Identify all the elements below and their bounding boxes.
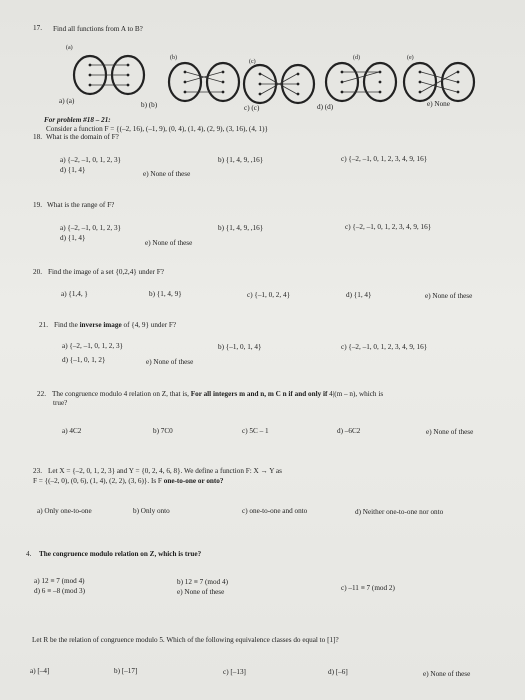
q18-option-d: d) {1, 4} [60, 166, 86, 174]
q23-option-b: b) Only onto [133, 507, 170, 515]
q20-option-c: c) {–1, 0, 2, 4} [247, 291, 291, 299]
diagram-label-d: (d) [353, 55, 360, 61]
diagram-label-c: (c) [249, 59, 256, 65]
q25-option-d: d) [–6] [328, 668, 348, 676]
q19-option-e: e) None of these [145, 239, 193, 247]
q24-option-b: b) 12 ≡ 7 (mod 4) [177, 578, 228, 586]
q21-option-a: a) {–2, –1, 0, 1, 2, 3} [62, 342, 123, 350]
q23-option-a: a) Only one-to-one [37, 507, 92, 515]
q17-option-e: e) None [427, 100, 450, 108]
q17-option-a: a) (a) [59, 97, 75, 105]
q21-option-d: d) {–1, 0, 1, 2} [62, 356, 106, 364]
q22-option-d: d) –6C2 [337, 427, 361, 435]
q23-question-line1: Let X = {–2, 0, 1, 2, 3} and Y = {0, 2, 4, 6, 8}. We define a function F: X → Y as [48, 467, 282, 475]
q18-number: 18. [33, 133, 42, 141]
q20-option-a: a) {1,4, } [61, 290, 88, 298]
q24-option-d: d) 6 ≡ –8 (mod 3) [34, 587, 85, 595]
q19-option-d: d) {1, 4} [60, 234, 86, 242]
q23-option-d: d) Neither one-to-one nor onto [355, 508, 444, 516]
q22-question-line2: true? [53, 399, 68, 407]
q24-question: The congruence modulo relation on Z, which is true? [39, 550, 202, 558]
q22-option-e: e) None of these [426, 428, 474, 436]
q21-question [54, 321, 176, 330]
q17-option-d: d) (d) [317, 103, 334, 111]
q25-option-b: b) [–17] [114, 667, 138, 675]
q20-option-e: e) None of these [425, 292, 473, 300]
mapping-diagram-b [165, 60, 245, 104]
q22-line1-prefix: The congruence modulo 4 relation on Z, that is, [52, 390, 191, 398]
q20-option-d: d) {1, 4} [346, 291, 372, 299]
q17-option-c: c) (c) [244, 104, 260, 112]
q22-option-a: a) 4C2 [62, 427, 82, 435]
q20-question: Find the image of a set {0,2,4} under F? [48, 268, 164, 276]
q22-question-line1 [52, 390, 383, 399]
q19-option-b: b) {1, 4, 9, ,16} [218, 224, 264, 232]
q21-option-c: c) {–2, –1, 0, 1, 2, 3, 4, 9, 16} [341, 343, 428, 351]
q23-question-line2 [33, 477, 224, 486]
q23-number: 23. [33, 467, 42, 475]
q24-number: 4. [26, 550, 32, 558]
diagram-label-b: (b) [170, 55, 177, 61]
q17-option-b: b) (b) [141, 101, 158, 109]
diagram-label-a: (a) [66, 45, 73, 51]
q24-option-c: c) –11 ≡ 7 (mod 2) [341, 584, 395, 592]
q18-option-c: c) {–2, –1, 0, 1, 2, 3, 4, 9, 16} [341, 155, 428, 163]
q22-number: 22. [37, 390, 46, 398]
q23-option-c: c) one-to-one and onto [242, 507, 308, 515]
q19-question: What is the range of F? [47, 201, 115, 209]
q17-question: Find all functions from A to B? [53, 25, 143, 33]
q18-option-e: e) None of these [143, 170, 191, 178]
q21-number: 21. [39, 321, 48, 329]
q17-number: 17. [33, 24, 42, 32]
q22-option-c: c) 5C – 1 [242, 427, 269, 435]
q21-option-e: e) None of these [146, 358, 194, 366]
q20-number: 20. [33, 268, 42, 276]
q22-line1-suffix: 4|(m – n), which is [327, 390, 384, 398]
q22-line1-bold: For all integers m and n, m C n if and only if [190, 390, 328, 398]
q20-option-b: b) {1, 4, 9} [149, 290, 182, 298]
q18-option-a: a) {–2, –1, 0, 1, 2, 3} [60, 156, 121, 164]
q23-line2-bold: one-to-one or onto? [163, 477, 224, 485]
q24-option-e: e) None of these [177, 588, 225, 596]
q21-question-suffix: of {4, 9} under F? [121, 321, 177, 329]
q21-question-bold: inverse image [79, 321, 122, 329]
q19-option-c: c) {–2, –1, 0, 1, 2, 3, 4, 9, 16} [345, 223, 432, 231]
q22-option-b: b) 7C0 [153, 427, 173, 435]
mapping-diagram-e [400, 60, 480, 104]
problem-group-title: For problem #18 – 21: [44, 116, 111, 124]
q19-option-a: a) {–2, –1, 0, 1, 2, 3} [60, 224, 121, 232]
q25-question: Let R be the relation of congruence modulo 5. Which of the following equivalence classes do equal to [1]? [32, 636, 339, 644]
q25-option-e: e) None of these [423, 670, 471, 678]
function-definition: Consider a function F = {(–2, 16), (–1, 9), (0, 4), (1, 4), (2, 9), (3, 16), (4, 1)} [46, 125, 268, 133]
q23-line2-prefix: F = {(–2, 0), (0, 6), (1, 4), (2, 2), (3, 6)}. Is F [33, 477, 164, 485]
q18-question: What is the domain of F? [46, 133, 119, 141]
mapping-diagram-a [70, 53, 150, 97]
q25-option-c: c) [–13] [223, 668, 246, 676]
q18-option-b: b) {1, 4, 9, ,16} [218, 156, 264, 164]
q19-number: 19. [33, 201, 42, 209]
q24-option-a: a) 12 ≡ 7 (mod 4) [34, 577, 85, 585]
q21-question-prefix: Find the [54, 321, 80, 329]
q21-option-b: b) {–1, 0, 1, 4} [218, 343, 262, 351]
mapping-diagram-d [322, 60, 402, 104]
mapping-diagram-c [240, 62, 320, 106]
q25-option-a: a) [–4] [30, 667, 50, 675]
diagram-label-e: (e) [407, 55, 414, 61]
